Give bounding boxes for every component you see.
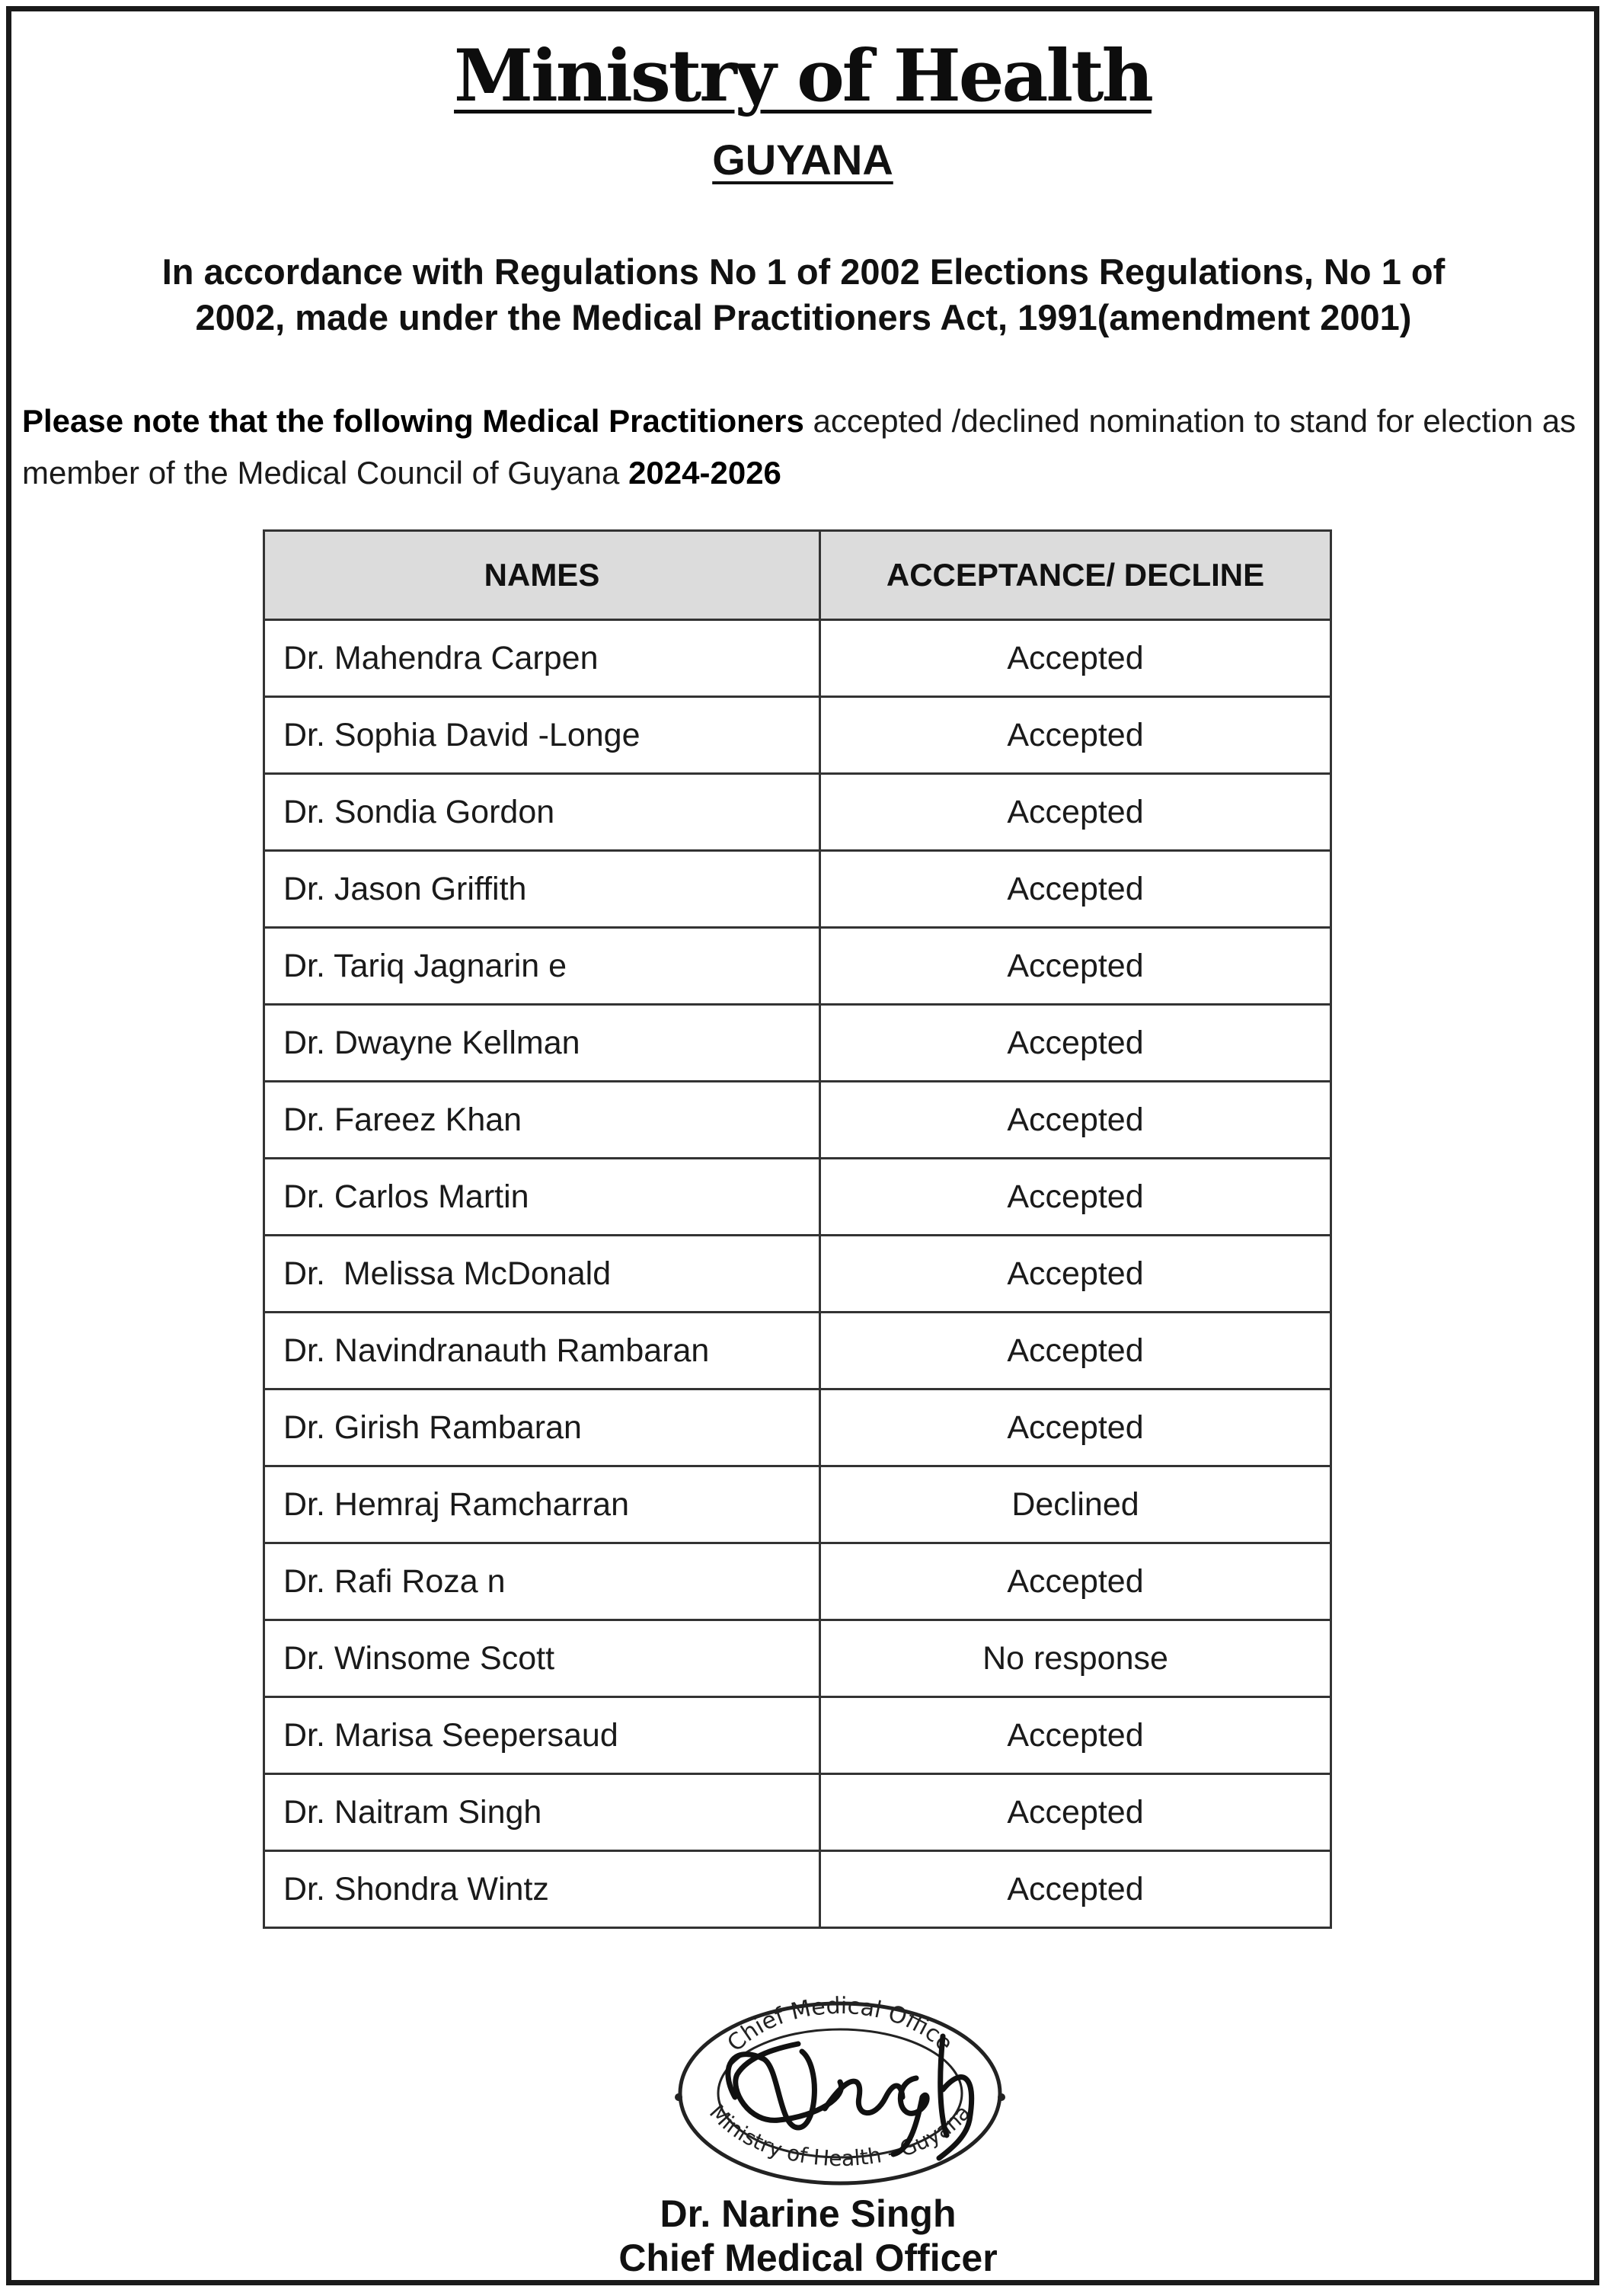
seal-bottom-text: Ministry of Health - Guyana [704, 2099, 976, 2172]
nominee-name: Dr. Hemraj Ramcharran [264, 1466, 820, 1543]
nominee-status: Accepted [820, 1159, 1331, 1236]
nominee-status: Accepted [820, 1313, 1331, 1389]
table-row [264, 1389, 1331, 1466]
nominee-name: Dr. Mahendra Carpen [264, 620, 820, 697]
table-row [264, 774, 1331, 851]
nominee-name: Dr. Fareez Khan [264, 1082, 820, 1159]
table-row [264, 1774, 1331, 1851]
notice-paragraph [22, 395, 1583, 499]
nominations-table [263, 529, 1332, 1929]
notice-text: accepted /declined nomination to stand for election as member of the Medical Council of Guyana [22, 403, 1576, 491]
table-row [264, 1851, 1331, 1928]
nominee-name: Dr. Navindranauth Rambaran [264, 1313, 820, 1389]
nominee-status: No response [820, 1620, 1331, 1697]
nominee-status: Accepted [820, 1851, 1331, 1928]
nominee-status: Accepted [820, 620, 1331, 697]
table-row [264, 1466, 1331, 1543]
table-row [264, 1620, 1331, 1697]
nominee-name: Dr. Tariq Jagnarin e [264, 928, 820, 1005]
nominee-name: Dr. Shondra Wintz [264, 1851, 820, 1928]
nominee-status: Accepted [820, 928, 1331, 1005]
nominee-name: Dr. Rafi Roza n [264, 1543, 820, 1620]
notice-term: 2024-2026 [628, 455, 781, 491]
document-page [6, 6, 1599, 2285]
nominee-name: Dr. Girish Rambaran [264, 1389, 820, 1466]
table-header-row [264, 531, 1331, 620]
nominee-status: Accepted [820, 1389, 1331, 1466]
notice-bold-lead: Please note that the following Medical Practitioners [22, 403, 804, 439]
table-row [264, 697, 1331, 774]
nominee-name: Dr. Sophia David -Longe [264, 697, 820, 774]
nominee-name: Dr. Marisa Seepersaud [264, 1697, 820, 1774]
regulations-line-1: In accordance with Regulations No 1 of 2002 Elections Regulations, No 1 of [161, 251, 1445, 292]
column-header-acceptance: ACCEPTANCE/ DECLINE [820, 531, 1331, 620]
nominee-status: Accepted [820, 1543, 1331, 1620]
table-row [264, 1082, 1331, 1159]
table-row [264, 1543, 1331, 1620]
table-row [264, 928, 1331, 1005]
table-row [264, 620, 1331, 697]
table-row [264, 851, 1331, 928]
column-header-names: NAMES [264, 531, 820, 620]
official-seal-stamp [665, 1983, 1015, 2189]
nominee-status: Accepted [820, 774, 1331, 851]
table-row [264, 1236, 1331, 1313]
nominee-status: Declined [820, 1466, 1331, 1543]
regulations-statement [57, 249, 1550, 341]
signatory-name: Dr. Narine Singh [660, 2192, 957, 2235]
nominee-status: Accepted [820, 1005, 1331, 1082]
nominee-status: Accepted [820, 1082, 1331, 1159]
nominee-status: Accepted [820, 1697, 1331, 1774]
signatory-title: Chief Medical Officer [618, 2237, 998, 2279]
table-row [264, 1697, 1331, 1774]
page-title: Ministry of Health [454, 34, 1152, 118]
svg-text:Ministry of Health - Guyana [704, 2099, 976, 2171]
regulations-line-2: 2002, made under the Medical Practitioners Act, 1991(amendment 2001) [195, 297, 1412, 337]
nominee-status: Accepted [820, 1236, 1331, 1313]
nominee-name: Dr. Melissa McDonald [264, 1236, 820, 1313]
nominee-name: Dr. Sondia Gordon [264, 774, 820, 851]
nominee-status: Accepted [820, 1774, 1331, 1851]
table-row [264, 1159, 1331, 1236]
seal-top-text: Chief Medical Office [722, 1992, 958, 2058]
nominee-name: Dr. Jason Griffith [264, 851, 820, 928]
nominee-name: Dr. Naitram Singh [264, 1774, 820, 1851]
nominee-name: Dr. Dwayne Kellman [264, 1005, 820, 1082]
nominee-status: Accepted [820, 851, 1331, 928]
table-row [264, 1313, 1331, 1389]
nominee-status: Accepted [820, 697, 1331, 774]
table-row [264, 1005, 1331, 1082]
nominee-name: Dr. Carlos Martin [264, 1159, 820, 1236]
nominee-name: Dr. Winsome Scott [264, 1620, 820, 1697]
page-subtitle: GUYANA [712, 136, 893, 184]
